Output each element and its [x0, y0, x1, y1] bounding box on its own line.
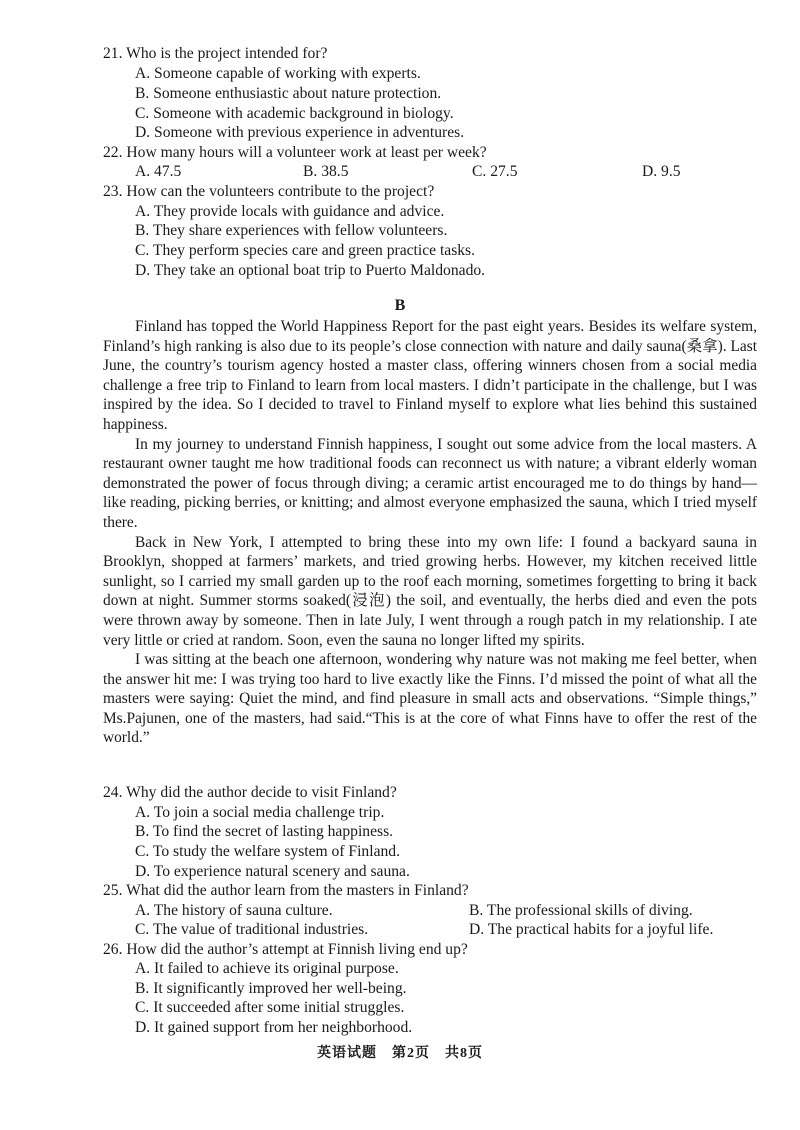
- question-25-stem: 25. What did the author learn from the masters in Finland?: [103, 882, 469, 899]
- question-24-option-a: A. To join a social media challenge trip.: [135, 804, 385, 821]
- passage-b: [103, 317, 757, 748]
- question-22-option-a: A. 47.5: [135, 163, 182, 180]
- question-21-option-c: C. Someone with academic background in biology.: [135, 105, 454, 122]
- question-25-option-a: A. The history of sauna culture.: [135, 902, 333, 919]
- question-23-option-a: A. They provide locals with guidance and advice.: [135, 203, 445, 220]
- question-26-option-b: B. It significantly improved her well-being.: [135, 980, 407, 997]
- question-22-option-c: C. 27.5: [472, 163, 518, 180]
- question-23-option-b: B. They share experiences with fellow volunteers.: [135, 222, 448, 239]
- passage-paragraph-1: Finland has topped the World Happiness Report for the past eight years. Besides its welfare system, Finland’s high ranking is also due to its people’s close connection with nature and daily sauna(桑拿). Last June, the country’s tourism agency hosted a master class, offering winners chosen from a social media challenge a free trip to Finland to learn from local masters. I didn’t participate in the challenge, but I was inspired by the idea. So I decided to travel to Finland myself to explore what lies behind this sustained happiness.: [103, 318, 757, 433]
- passage-paragraph-2: In my journey to understand Finnish happiness, I sought out some advice from the local masters. A restaurant owner taught me how traditional foods can reconnect us with nature; a vibrant elderly woman demonstrated the power of focus through diving; a ceramic artist encouraged me to do things by hand—like reading, picking berries, or knitting; and almost everyone emphasized the sauna, which I tried myself there.: [103, 435, 757, 531]
- question-26-option-c: C. It succeeded after some initial struggles.: [135, 999, 405, 1016]
- question-22-option-d: D. 9.5: [642, 163, 681, 180]
- question-24-stem: 24. Why did the author decide to visit Finland?: [103, 784, 397, 801]
- passage-paragraph-4: I was sitting at the beach one afternoon, wondering why nature was not making me feel better, when the answer hit me: I was trying too hard to live exactly like the Finns. I’d missed the point of what all the masters were saying: Quiet the mind, and find pleasure in small acts and observations. “Simple things,” Ms.Pajunen, one of the masters, had said.“This is at the core of what Finns have to offer the rest of the world.”: [103, 651, 757, 747]
- page-footer: 英语试题 第2页 共8页: [317, 1046, 483, 1061]
- question-21-option-b: B. Someone enthusiastic about nature protection.: [135, 85, 442, 102]
- section-b-heading: B: [394, 297, 406, 314]
- question-26-option-a: A. It failed to achieve its original purpose.: [135, 960, 399, 977]
- question-25-option-c: C. The value of traditional industries.: [135, 921, 369, 938]
- question-25-option-d: D. The practical habits for a joyful life.: [469, 921, 714, 938]
- question-24-option-d: D. To experience natural scenery and sauna.: [135, 863, 410, 880]
- passage-paragraph-3: Back in New York, I attempted to bring these into my own life: I found a backyard sauna in Brooklyn, shopped at farmers’ markets, and tried growing herbs. However, my kitchen received little sunlight, so I carried my small garden up to the roof each morning, sometimes forgetting to bring it back down at night. Summer storms soaked(浸泡) the soil, and eventually, the herbs died and even the pots were thrown away by someone. Then in late July, I went through a rough patch in my relationship. I ate very little or cried at random. Soon, even the sauna no longer lifted my spirits.: [103, 533, 757, 649]
- question-21-option-a: A. Someone capable of working with experts.: [135, 65, 421, 82]
- question-23-option-d: D. They take an optional boat trip to Puerto Maldonado.: [135, 262, 486, 279]
- question-23-option-c: C. They perform species care and green practice tasks.: [135, 242, 476, 259]
- question-23-stem: 23. How can the volunteers contribute to the project?: [103, 183, 435, 200]
- question-24-option-c: C. To study the welfare system of Finland.: [135, 843, 400, 860]
- question-25-option-b: B. The professional skills of diving.: [469, 902, 693, 919]
- question-24-option-b: B. To find the secret of lasting happiness.: [135, 823, 394, 840]
- question-22-stem: 22. How many hours will a volunteer work at least per week?: [103, 144, 487, 161]
- question-22-option-b: B. 38.5: [303, 163, 349, 180]
- question-21-option-d: D. Someone with previous experience in adventures.: [135, 124, 465, 141]
- question-26-stem: 26. How did the author’s attempt at Finnish living end up?: [103, 941, 468, 958]
- question-21-stem: 21. Who is the project intended for?: [103, 45, 328, 62]
- question-26-option-d: D. It gained support from her neighborhood.: [135, 1019, 413, 1036]
